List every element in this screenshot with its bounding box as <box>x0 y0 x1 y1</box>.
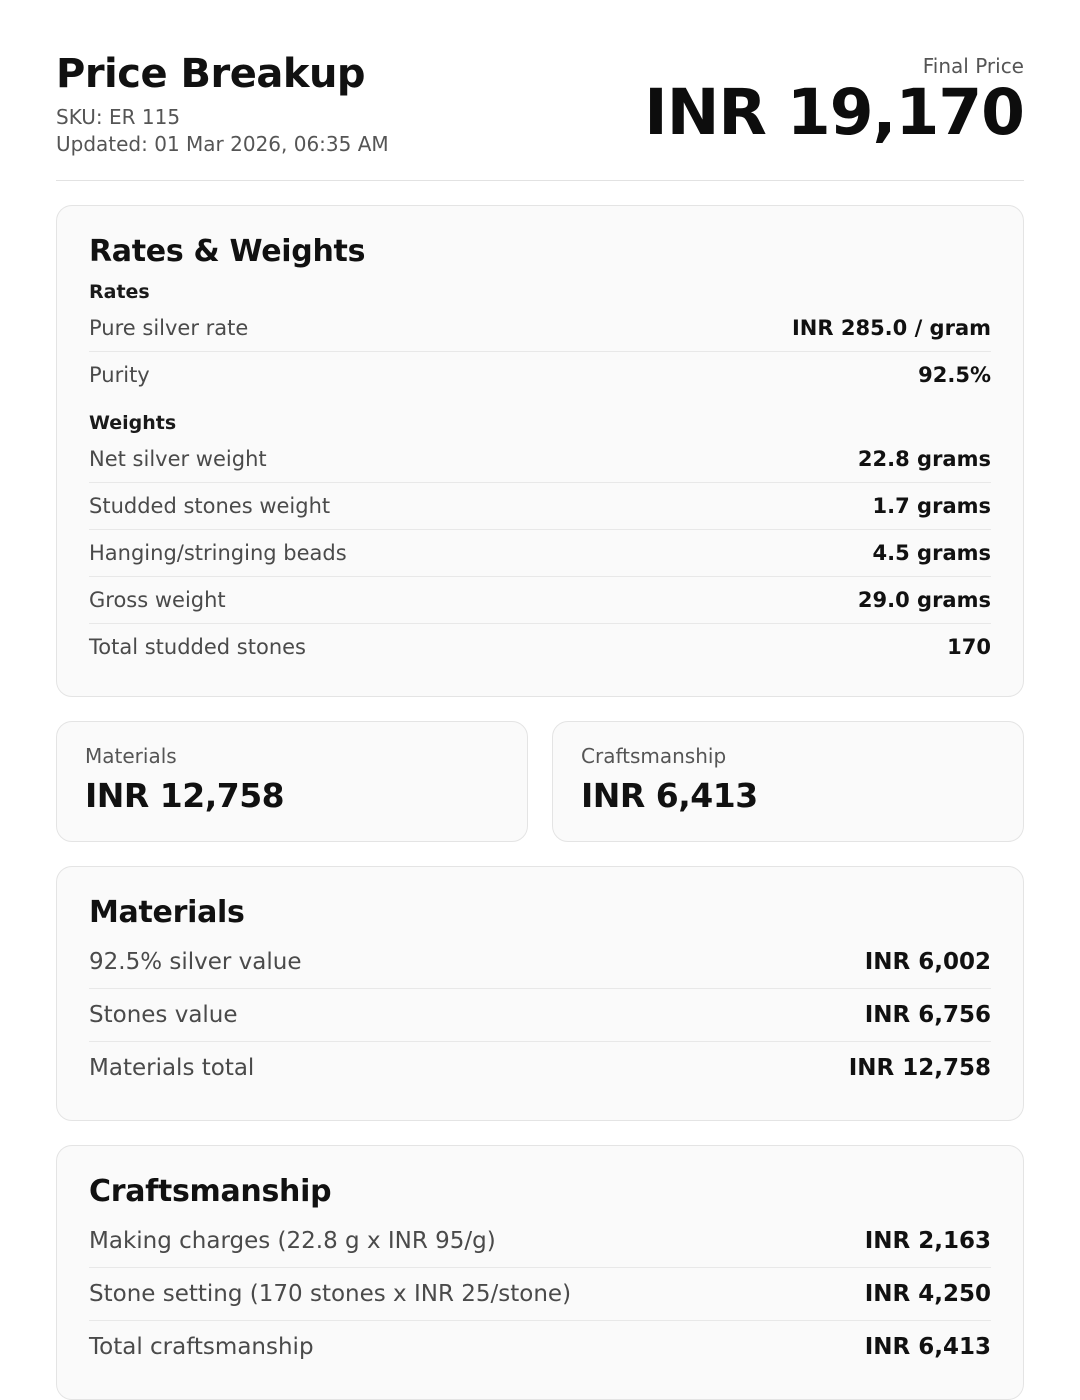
row-label: Gross weight <box>89 588 226 612</box>
final-price-label: Final Price <box>922 54 1024 78</box>
row-label: Stone setting (170 stones x INR 25/stone) <box>89 1281 572 1307</box>
table-row <box>89 1042 991 1094</box>
row-label: Pure silver rate <box>89 316 249 340</box>
header-left <box>56 48 389 158</box>
weights-list <box>89 436 991 670</box>
row-label: Materials total <box>89 1055 255 1081</box>
table-row <box>89 483 991 530</box>
row-label: Studded stones weight <box>89 494 331 518</box>
summary-card-materials <box>56 721 528 842</box>
table-row <box>89 530 991 577</box>
table-row <box>89 577 991 624</box>
row-label: Net silver weight <box>89 447 267 471</box>
document-header <box>56 48 1024 181</box>
craftsmanship-card <box>56 1145 1024 1400</box>
rates-weights-title: Rates & Weights <box>89 234 366 269</box>
weights-group-label: Weights <box>89 412 177 434</box>
summary-value: INR 6,413 <box>581 776 758 815</box>
materials-title: Materials <box>89 895 245 930</box>
row-label: 92.5% silver value <box>89 949 302 975</box>
page-title: Price Breakup <box>56 51 366 97</box>
row-value: INR 6,002 <box>864 949 991 975</box>
final-price-value: INR 19,170 <box>644 76 1024 149</box>
materials-card <box>56 866 1024 1121</box>
rates-group-label: Rates <box>89 281 150 303</box>
table-row <box>89 989 991 1042</box>
row-value: 92.5% <box>918 363 991 387</box>
row-label: Total craftsmanship <box>89 1334 314 1360</box>
row-label: Total studded stones <box>89 635 306 659</box>
row-label: Purity <box>89 363 150 387</box>
table-row <box>89 1215 991 1268</box>
row-value: INR 12,758 <box>848 1055 991 1081</box>
row-value: INR 2,163 <box>864 1228 991 1254</box>
table-row <box>89 936 991 989</box>
row-value: INR 6,756 <box>864 1002 991 1028</box>
row-label: Stones value <box>89 1002 238 1028</box>
summary-cards <box>56 721 1024 842</box>
rates-list <box>89 305 991 398</box>
craftsmanship-title: Craftsmanship <box>89 1174 332 1209</box>
table-row <box>89 352 991 398</box>
row-value: 4.5 grams <box>872 541 991 565</box>
row-value: 170 <box>947 635 991 659</box>
row-value: 1.7 grams <box>872 494 991 518</box>
summary-label: Craftsmanship <box>581 744 727 768</box>
summary-card-craftsmanship <box>552 721 1024 842</box>
table-row <box>89 1268 991 1321</box>
updated-timestamp: Updated: 01 Mar 2026, 06:35 AM <box>56 132 389 156</box>
table-row <box>89 436 991 483</box>
table-row <box>89 305 991 352</box>
summary-label: Materials <box>85 744 177 768</box>
row-value: 22.8 grams <box>857 447 991 471</box>
row-label: Hanging/stringing beads <box>89 541 347 565</box>
table-row <box>89 1321 991 1373</box>
rates-weights-card <box>56 205 1024 697</box>
sku-text: SKU: ER 115 <box>56 105 181 129</box>
table-row <box>89 624 991 670</box>
row-value: INR 285.0 / gram <box>791 316 991 340</box>
row-value: INR 4,250 <box>864 1281 991 1307</box>
row-value: INR 6,413 <box>864 1334 991 1360</box>
summary-value: INR 12,758 <box>85 776 285 815</box>
row-value: 29.0 grams <box>857 588 991 612</box>
header-right <box>644 48 1024 149</box>
row-label: Making charges (22.8 g x INR 95/g) <box>89 1228 496 1254</box>
